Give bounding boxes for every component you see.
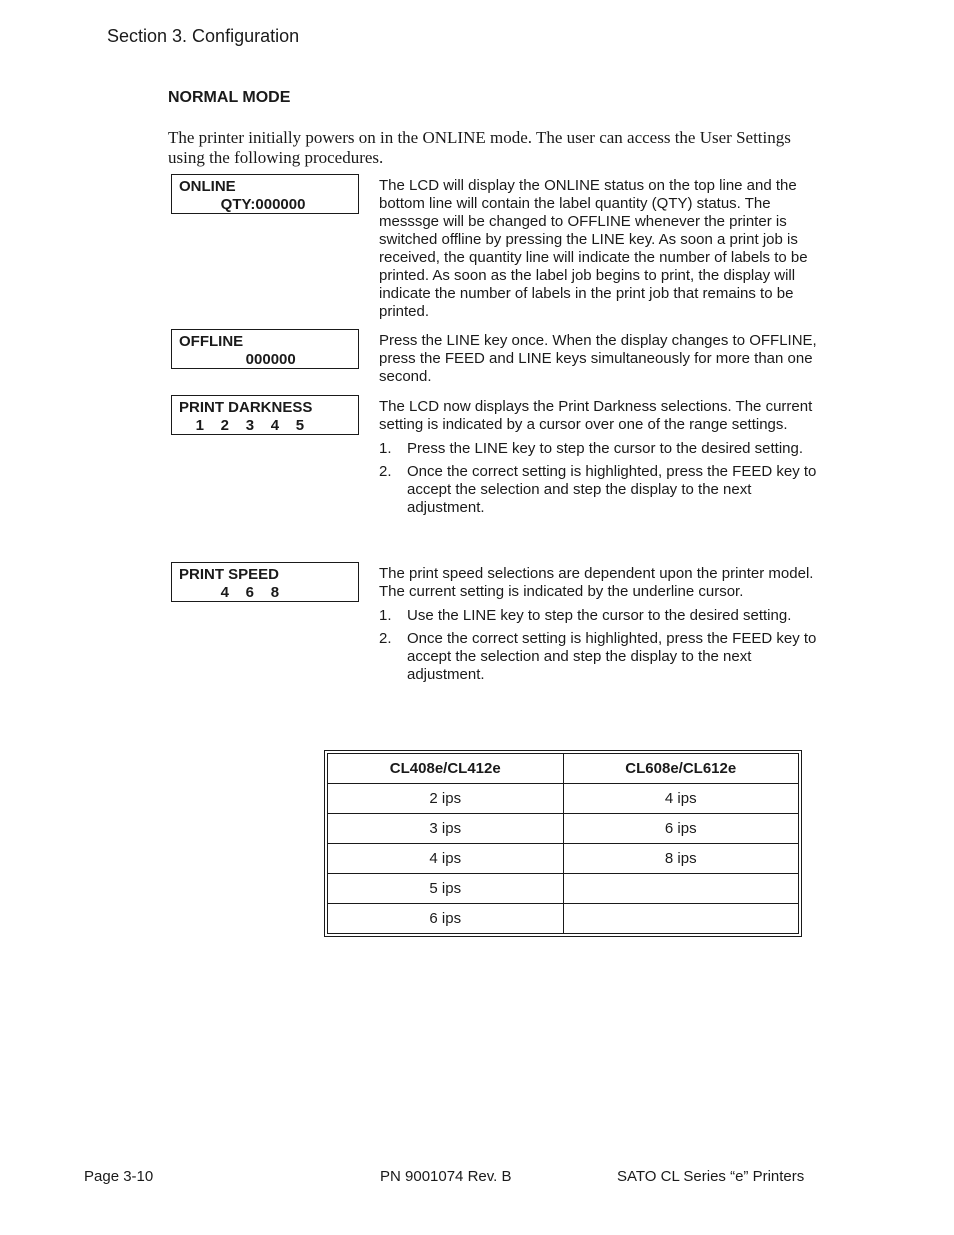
table-cell — [563, 874, 799, 904]
step-number: 2. — [379, 463, 392, 480]
description-text: The LCD now displays the Print Darkness selections. The current setting is indicated by a cursor over one of the range settings. — [379, 398, 813, 433]
table-row — [328, 814, 799, 844]
table-cell: 4 ips — [563, 784, 799, 814]
description-text: The LCD will display the ONLINE status on the top line and the bottom line will contain the label quantity (QTY) status. The messsge will be changed to OFFLINE whenever the printer is switched offline by pressing the LINE key. As soon a print job is received, the quantity line will indicate the number of labels to be printed. As soon as the label job begins to print, the display will indicate the number of labels in the print job that remains to be printed. — [379, 177, 808, 320]
table-cell: 3 ips — [328, 814, 564, 844]
lcd-line-1: PRINT SPEED — [179, 566, 280, 583]
section-header: Section 3. Configuration — [107, 26, 300, 46]
table-row — [328, 904, 799, 934]
footer-page-number: Page 3-10 — [84, 1168, 154, 1185]
description-text: Press the LINE key once. When the display changes to OFFLINE, press the FEED and LINE keys simultaneously for more than one second. — [379, 332, 817, 385]
lcd-display-print-darkness — [171, 395, 359, 435]
step-text: Once the correct setting is highlighted, press the FEED key to accept the selection and step the display to the next adjustment. — [407, 630, 817, 683]
print-speed-table — [324, 750, 802, 937]
lcd-line-2: 4 6 8 — [179, 584, 280, 601]
table-cell: 5 ips — [328, 874, 564, 904]
darkness-description — [379, 398, 819, 522]
table-cell: 4 ips — [328, 844, 564, 874]
lcd-line-1: PRINT DARKNESS — [179, 399, 313, 416]
step-item — [379, 607, 819, 625]
step-text: Use the LINE key to step the cursor to the desired setting. — [407, 607, 792, 624]
column-header: CL408e/CL412e — [328, 754, 564, 784]
step-item — [379, 463, 819, 517]
footer-product-name: SATO CL Series “e” Printers — [617, 1168, 805, 1185]
footer-part-number: PN 9001074 Rev. B — [380, 1168, 512, 1185]
step-item — [379, 440, 819, 458]
table-header-row — [328, 754, 799, 784]
step-text: Press the LINE key to step the cursor to the desired setting. — [407, 440, 804, 457]
table-cell: 6 ips — [563, 814, 799, 844]
speed-description — [379, 565, 819, 689]
lcd-line-2: QTY:000000 — [179, 196, 306, 213]
lcd-line-2: 1 2 3 4 5 — [179, 417, 305, 434]
description-text: The print speed selections are dependent upon the printer model. The current setting is indicated by the underline cursor. — [379, 565, 814, 600]
step-item — [379, 630, 819, 684]
table-cell: 8 ips — [563, 844, 799, 874]
step-text: Once the correct setting is highlighted, press the FEED key to accept the selection and step the display to the next adjustment. — [407, 463, 817, 516]
table-row — [328, 874, 799, 904]
lcd-display-online — [171, 174, 359, 214]
lcd-line-1: OFFLINE — [179, 333, 244, 350]
table-row — [328, 784, 799, 814]
step-number: 1. — [379, 607, 392, 624]
page-heading: NORMAL MODE — [168, 89, 291, 106]
table-row — [328, 844, 799, 874]
table-cell — [563, 904, 799, 934]
column-header: CL608e/CL612e — [563, 754, 799, 784]
step-number: 1. — [379, 440, 392, 457]
step-number: 2. — [379, 630, 392, 647]
lcd-display-offline — [171, 329, 359, 369]
lcd-display-print-speed — [171, 562, 359, 602]
online-description — [379, 177, 819, 321]
table-cell: 2 ips — [328, 784, 564, 814]
lcd-line-1: ONLINE — [179, 178, 236, 195]
speed-steps — [379, 607, 819, 684]
offline-description — [379, 332, 819, 386]
intro-paragraph: The printer initially powers on in the ONLINE mode. The user can access the User Settings using the following procedures. — [168, 128, 791, 167]
table-cell: 6 ips — [328, 904, 564, 934]
darkness-steps — [379, 440, 819, 517]
lcd-line-2: 000000 — [179, 351, 296, 368]
